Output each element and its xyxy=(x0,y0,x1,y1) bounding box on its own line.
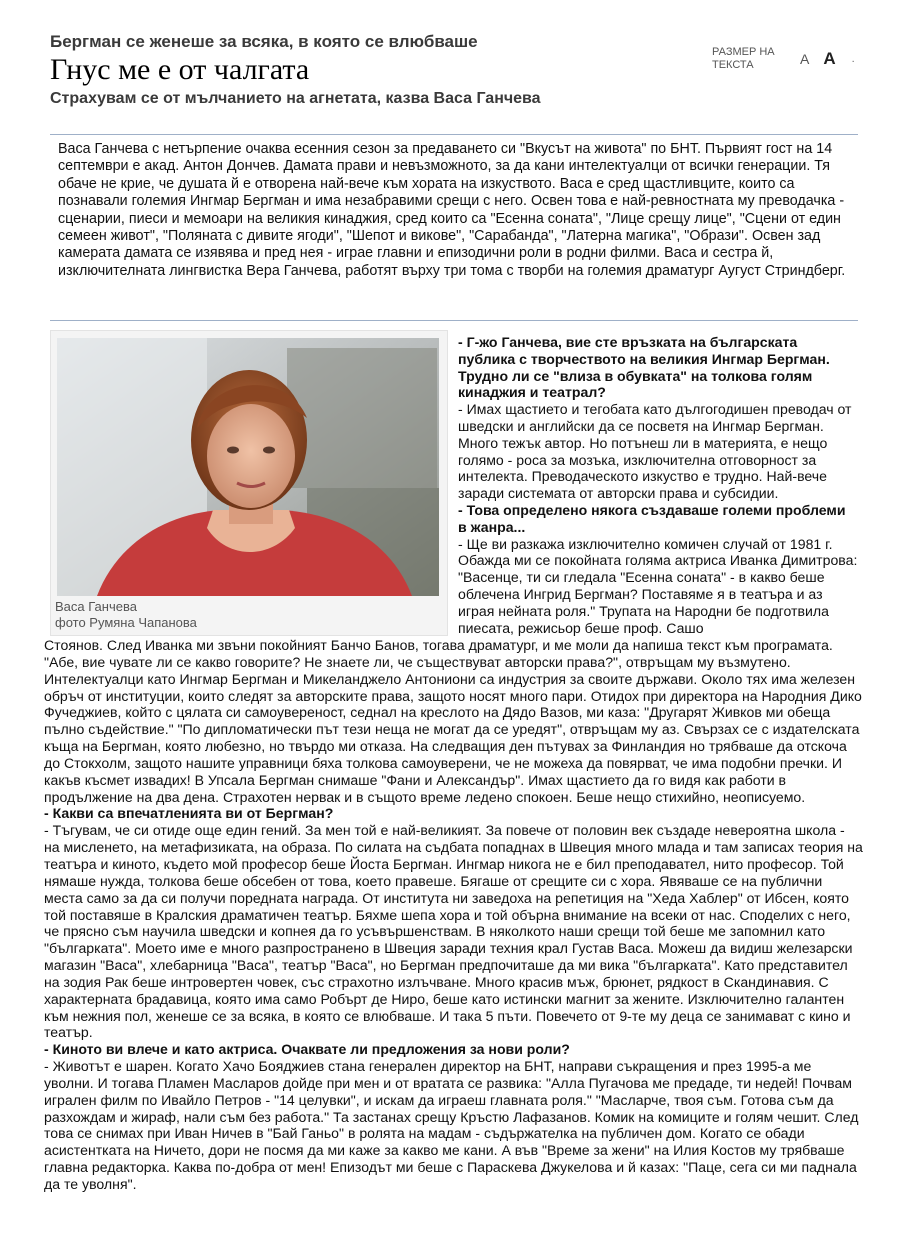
text-size-label: РАЗМЕР НА ТЕКСТА xyxy=(712,46,775,71)
caption-name: Васа Ганчева xyxy=(55,599,137,614)
answer-2-part-1: - Ще ви разкажа изключително комичен случай от 1981 г. Обажда ми се покойната голяма актриса Иванка Димитрова: "Васенце, ти си гледала "Есенна соната" - в какво беше облечена Ингрид Бергман? Поставяме я в театъра и аз играя нейната роля." Трупата на Народни бе подготвила пиесата, режисьор беше проф. Сашо xyxy=(458,535,858,636)
portrait-photo xyxy=(57,338,439,596)
text-size-small-button[interactable]: А xyxy=(800,51,810,67)
question-2: - Това определено някога създаваше големи проблеми в жанра... xyxy=(458,501,846,535)
interview-column xyxy=(458,334,858,636)
interview-body xyxy=(44,637,864,1193)
article-kicker: Бергман се женеше за всяка, в която се влюбваше xyxy=(50,32,478,51)
question-1: - Г-жо Ганчева, вие сте връзката на българската публика с творчеството на великия Ингмар Бергман. Трудно ли се "влиза в обувката" на толкова голям кинаджия и театрал? xyxy=(458,334,830,401)
answer-2-part-2: Стоянов. След Иванка ми звъни покойният Банчо Банов, тогава драматург, и ме моли да напиша текст към програмата. "Абе, вие чувате ли се какво говорите? Не знаете ли, че съществуват авторски права?", отвръщам му възмутено. Интелектуалци като Ингмар Бергман и Микеланджело Антониони са индустрия за своите държави. Около тях има железен обръч от институции, които следят за авторските права, защото носят много пари. Отидох при директора на Народния Дико Фучеджиев, който с цялата си самоувереност, седнал на креслото на Дядо Вазов, ми каза: "Другарят Живков ми обеща пълно съдействие." "По дипломатически път тези неща не могат да се уредят", отвръщам му аз. Свързах се с издателската къща на Бергман, която любезно, но твърдо ми отказа. На следващия ден пътувах за Финландия но трябваше да отскоча до Стокхолм, защото нашите управници бяха толкова самоуверени, че не можеха да повярват, че има подобни пречки. И какъв късмет извадих! В Упсала Бергман снимаше "Фани и Александър". Имах щастието да го видя как работи в продължение на два дена. Страхотен нервак и в същото време ледено спокоен. Беше нещо стихийно, неописуемо. xyxy=(44,637,862,805)
question-3: - Какви са впечатленията ви от Бергман? xyxy=(44,805,334,822)
portrait-illustration xyxy=(57,338,439,596)
answer-4: - Животът е шарен. Когато Хачо Бояджиев стана генерален директор на БНТ, направи съкращения и през 1995-а ме уволни. И тогава Пламен Масларов дойде при мен и от вратата се развика: "Алла Пугачова ме предаде, ти недей! Почвам игрален филм по Ивайло Петров - "14 целувки", и искам да играеш главната роля." "Масларче, твоя съм. Готова съм да разхождам и жираф, нали съм без работа." Та застанах срещу Кръстю Лафазанов. Комик на комиците и голям чешит. След това се снимах при Иван Ничев в "Бай Ганьо" в ролята на мадам - съдържателка на публичен дом. Когато се обади асистентката на Ничето, дори не посмя да ми каже за какво ме кани. А във "Време за жени" на Илия Костов му трябваше главна редакторка. Каква по-добра от мен! Епизодът ми беше с Параскева Джукелова и й казах: "Паце, сега си ми паднала да те уволня". xyxy=(44,1058,859,1192)
photo-caption xyxy=(55,599,197,631)
article-intro: Васа Ганчева с нетърпение очаква есенния сезон за предаването си "Вкусът на живота" по БНТ. Първият гост на 14 септември е акад. Антон Дончев. Дамата прави и невъзможното, за да кани интелектуалци от всички генерации. Тя обаче не крие, че душата й е отворена най-вече към хората на изкуството. Васа е сред щастливците, които са познавали големия Ингмар Бергман и има незабравими срещи с него. Освен това е най-ревностната му преводачка - сценарии, пиеси и мемоари на великия кинаджия, сред които са "Есенна соната", "Лице срещу лице", "Сцени от един семеен живот", "Поляната с дивите ягоди", "Шепот и викове", "Сарабанда", "Латерна магика", "Образи". Освен зад камерата дамата се изявява и пред нея - играе главни и епизодични роли в родни филми. Васа и сестра й, изключителната лингвистка Вера Ганчева, работят върху три тома с творби на големия драматург Аугуст Стриндберг. xyxy=(58,141,846,279)
photo-box xyxy=(50,330,448,636)
text-size-control xyxy=(712,42,862,76)
divider-top xyxy=(50,134,858,135)
caption-credit: фото Румяна Чапанова xyxy=(55,615,197,630)
question-4: - Киното ви влече и като актриса. Очаквате ли предложения за нови роли? xyxy=(44,1041,570,1058)
article-headline: Гнус ме е от чалгата xyxy=(50,53,310,86)
answer-1: - Имах щастието и тегобата като дългогодишен преводач от шведски и английски да се посветя на Ингмар Бергман. Много тежък автор. Но потънеш ли в материята, е нещо голямо - роса за мозъка, изключителна отговорност за интелекта. Преводаческото изкуство е трудно. Най-вече заради системата от авторски права и субсидии. xyxy=(458,401,852,502)
answer-3: - Тъгувам, че си отиде още един гений. За мен той е най-великият. За повече от половин век създаде невероятна школа - на мисленето, на метафизиката, на образа. По силата на съдбата попаднах в Швеция много млада и там записах теория на театъра и киното, където мой професор беше Йоста Бергман. Ингмар никога не е бил преподавател, нито професор. Той нямаше нужда, толкова беше обсебен от това, което правеше. Бягаше от срещите си с хора. Явяваше се на публични места само за да си получи поредната награда. От института ни заведоха на репетиция на "Хеда Хаблер" от Ибсен, която той поставяше в Кралския драматичен театър. Бяхме шепа хора и той обърна внимание на всеки от нас. Споделих с него, че прясно съм научила шведски и копнея да го усъвършенствам. В няколкото наши срещи той беше ме запомнил като "българката". Моето име е много разпространено в Швеция заради техния крал Густав Васа. Можеш да видиш железарски магазин "Васа", хлебарница "Васа", театър "Васа", но Бергман предпочиташе да ми вика "българката". Като представител на зодия Рак беше интровертен човек, със страхотно излъчване. Много красив мъж, брюнет, рядкост в Скандинавия. С характерната брадавица, която има само Робърт де Ниро, беше като истински магнит за жените. Изключително галантен към нежния пол, женеше се за всяка, в която се влюбваше. И така 5 пъти. Повечето от 9-те му деца се занимават с кино и театър. xyxy=(44,822,863,1041)
text-size-extra: . xyxy=(851,53,855,65)
text-size-large-button[interactable]: А xyxy=(823,49,836,68)
divider-intro xyxy=(50,320,858,321)
article-subhead: Страхувам се от мълчанието на агнетата, казва Васа Ганчева xyxy=(50,90,541,107)
